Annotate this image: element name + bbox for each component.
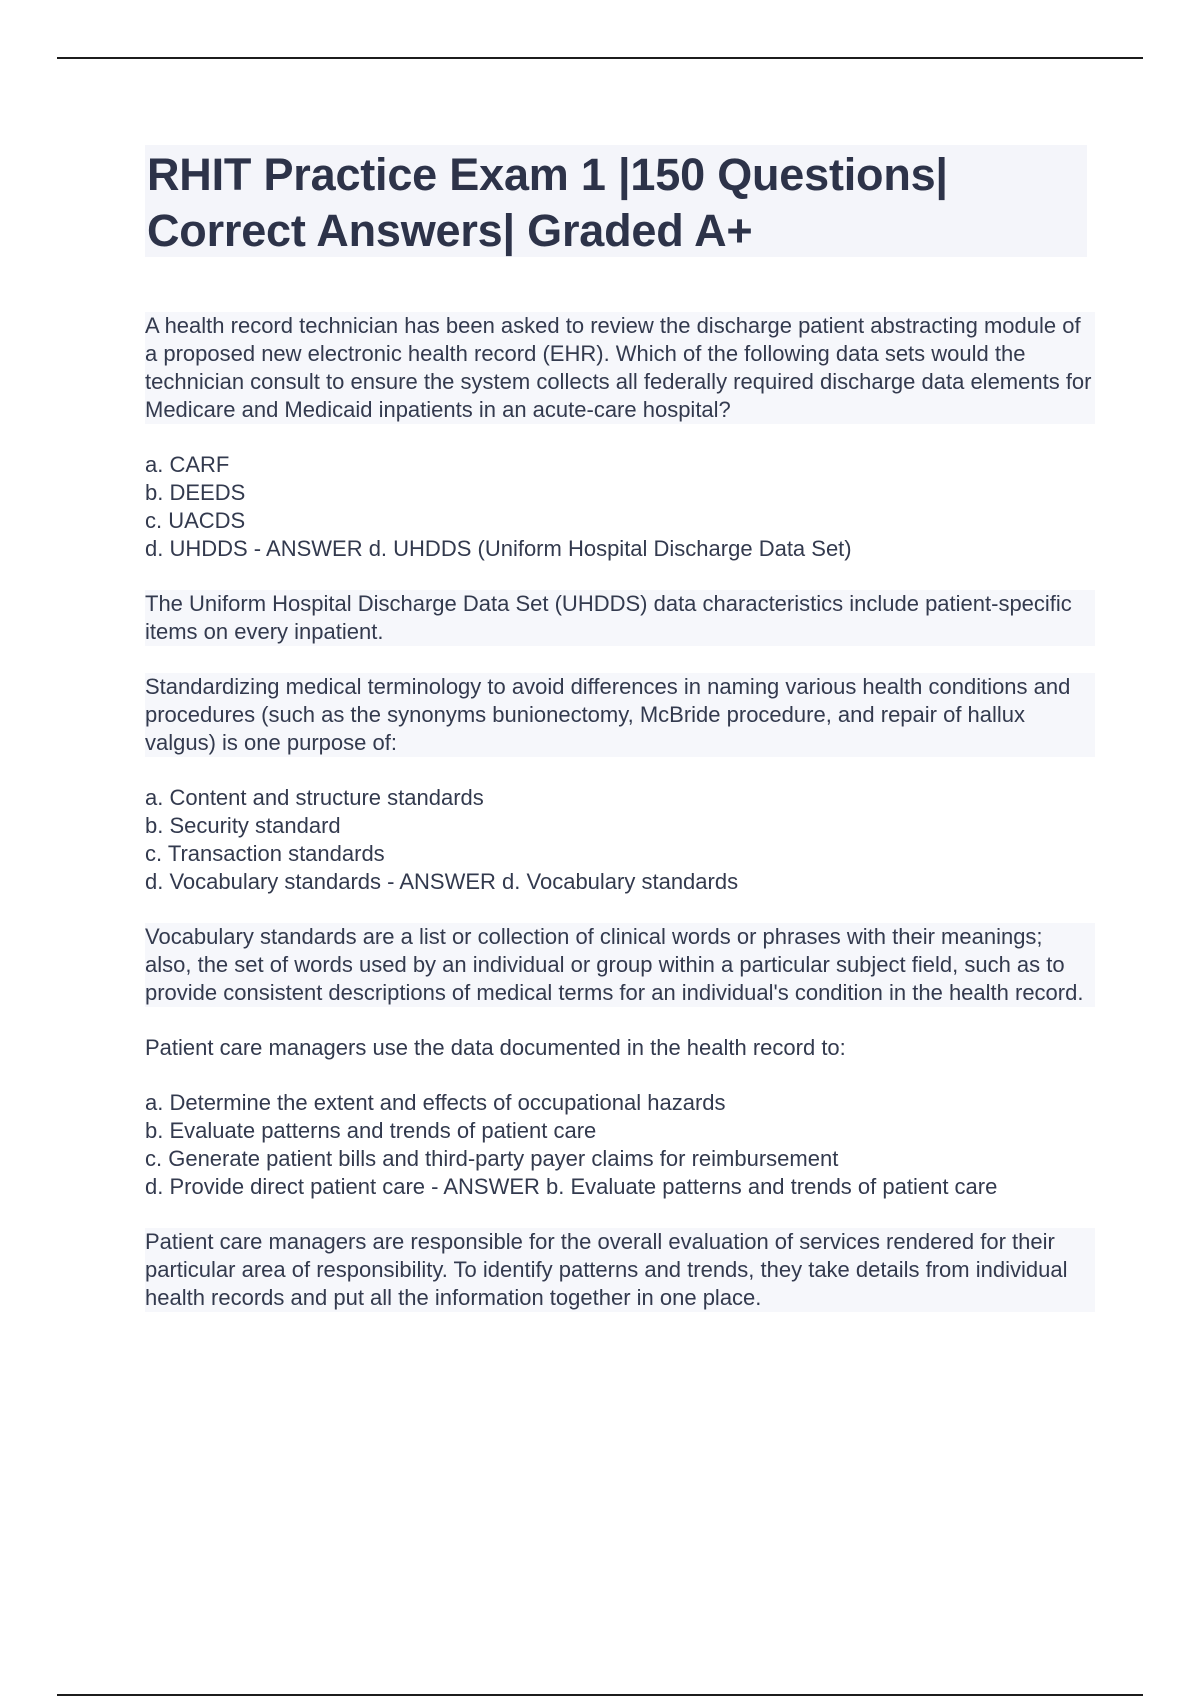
- title-block: [145, 145, 1087, 257]
- question-prompt: Standardizing medical terminology to avoid differences in naming various health conditions and procedures (such as the synonyms bunionectomy, McBride procedure, and repair of hallux valgus) is one purpose of:: [145, 673, 1095, 757]
- answer-option: c. Generate patient bills and third-party payer claims for reimbursement: [145, 1146, 839, 1171]
- answer-option: b. Security standard: [145, 813, 341, 838]
- answer-option: a. Content and structure standards: [145, 785, 484, 810]
- answer-explanation: Patient care managers are responsible for the overall evaluation of services rendered for their particular area of responsibility. To identify patterns and trends, they take details from individual health records and put all the information together in one place.: [145, 1228, 1095, 1312]
- question-prompt: A health record technician has been asked to review the discharge patient abstracting module of a proposed new electronic health record (EHR). Which of the following data sets would the technician consult to ensure the system collects all federally required discharge data elements for Medicare and Medicaid inpatients in an acute-care hospital?: [145, 312, 1095, 424]
- answer-option: d. Vocabulary standards - ANSWER d. Vocabulary standards: [145, 869, 739, 894]
- exam-content: [145, 312, 1095, 1339]
- answer-options: [145, 784, 1095, 896]
- answer-explanation: The Uniform Hospital Discharge Data Set (UHDDS) data characteristics include patient-specific items on every inpatient.: [145, 590, 1095, 646]
- answer-option: c. Transaction standards: [145, 841, 385, 866]
- answer-explanation: Vocabulary standards are a list or collection of clinical words or phrases with their meanings; also, the set of words used by an individual or group within a particular subject field, such as to provide consistent descriptions of medical terms for an individual's condition in the health record.: [145, 923, 1095, 1007]
- question-3: [145, 1034, 1095, 1312]
- page-title: RHIT Practice Exam 1 |150 Questions| Correct Answers| Graded A+: [147, 149, 948, 256]
- answer-option: a. Determine the extent and effects of occupational hazards: [145, 1090, 726, 1115]
- question-prompt: Patient care managers use the data documented in the health record to:: [145, 1035, 846, 1060]
- top-rule: [57, 57, 1143, 59]
- answer-options: [145, 1089, 1095, 1201]
- answer-option: d. UHDDS - ANSWER d. UHDDS (Uniform Hospital Discharge Data Set): [145, 536, 852, 561]
- answer-option: d. Provide direct patient care - ANSWER b. Evaluate patterns and trends of patient care: [145, 1174, 998, 1199]
- question-2: [145, 673, 1095, 1007]
- question-1: [145, 312, 1095, 646]
- answer-option: b. Evaluate patterns and trends of patient care: [145, 1118, 597, 1143]
- answer-option: a. CARF: [145, 452, 230, 477]
- answer-option: b. DEEDS: [145, 480, 246, 505]
- answer-option: c. UACDS: [145, 508, 246, 533]
- answer-options: [145, 451, 1095, 563]
- bottom-rule: [57, 1694, 1143, 1696]
